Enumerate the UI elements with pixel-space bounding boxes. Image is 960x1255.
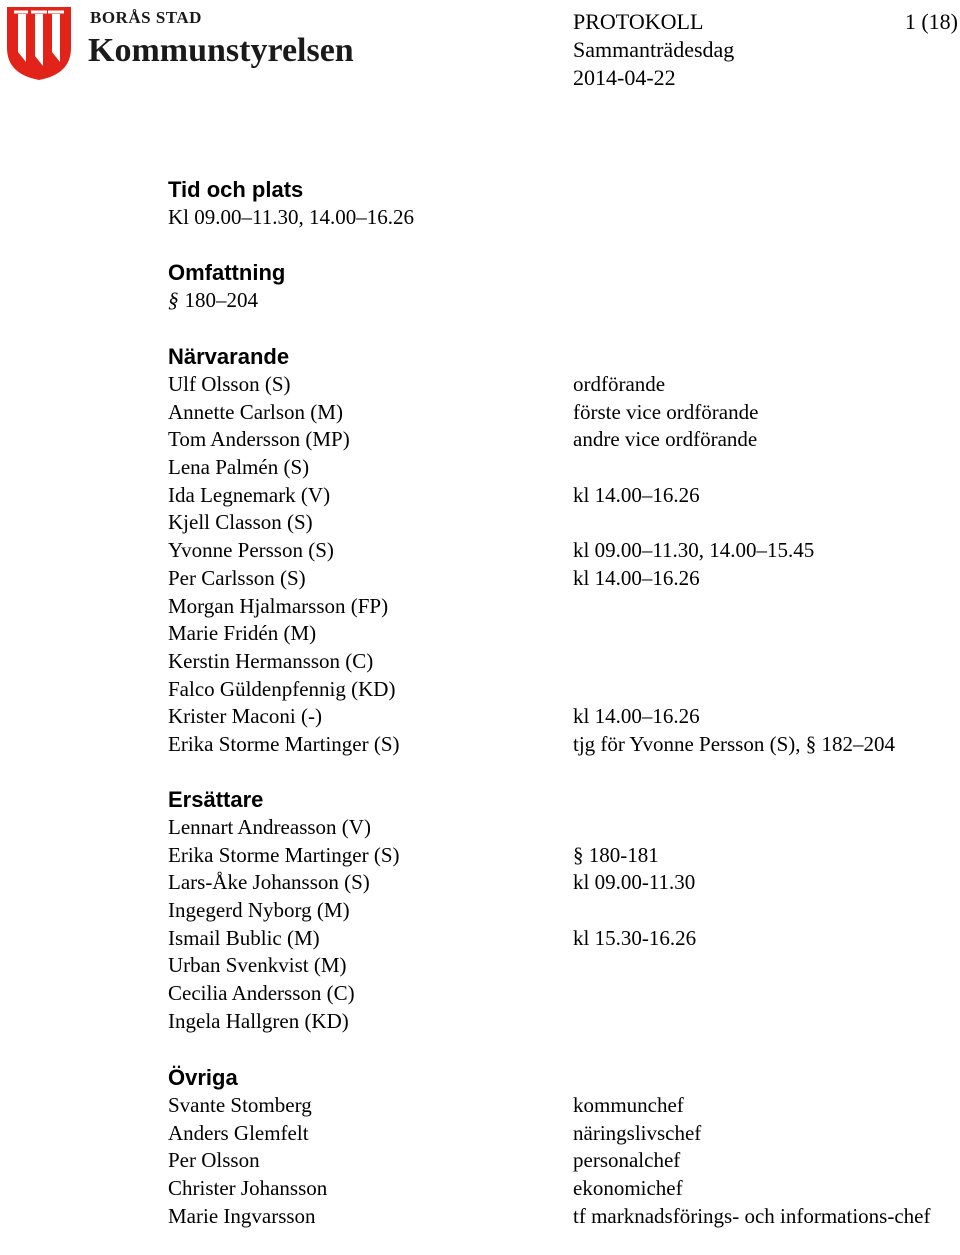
member-row <box>168 1092 948 1120</box>
member-row <box>168 399 948 427</box>
member-name: Per Olsson <box>168 1148 260 1173</box>
member-name: Kerstin Hermansson (C) <box>168 648 374 673</box>
member-row <box>168 980 948 1008</box>
member-name: Ingegerd Nyborg (M) <box>168 898 350 923</box>
member-name: Ulf Olsson (S) <box>168 372 291 396</box>
member-name: Krister Maconi (-) <box>168 704 322 729</box>
section-ersattare <box>168 786 948 1036</box>
member-row <box>168 925 948 953</box>
section-ovriga <box>168 1064 948 1230</box>
logo <box>4 4 384 84</box>
member-name: Svante Stomberg <box>168 1093 312 1117</box>
member-row <box>168 1147 948 1175</box>
member-name: Morgan Hjalmarsson (FP) <box>168 593 389 618</box>
member-name: Marie Fridén (M) <box>168 621 317 646</box>
member-name: Falco Güldenpfennig (KD) <box>168 676 396 701</box>
member-name: Per Carlsson (S) <box>168 565 306 590</box>
member-row <box>168 676 948 704</box>
member-name: Tom Andersson (MP) <box>168 427 350 452</box>
member-note: § 180-181 <box>573 842 659 867</box>
member-row <box>168 1203 948 1231</box>
member-row <box>168 537 948 565</box>
member-note: kl 14.00–16.26 <box>573 482 700 507</box>
member-row <box>168 371 948 399</box>
member-name: Christer Johansson <box>168 1176 328 1201</box>
member-name: Cecilia Andersson (C) <box>168 981 355 1006</box>
member-note: kl 15.30-16.26 <box>573 925 697 950</box>
member-name: Yvonne Persson (S) <box>168 538 334 563</box>
coat-of-arms-icon <box>4 4 74 82</box>
member-note: kl 09.00–11.30, 14.00–15.45 <box>573 538 815 563</box>
member-row <box>168 1008 948 1036</box>
paragraph-range: 180–204 <box>184 288 258 312</box>
member-row <box>168 482 948 510</box>
member-row <box>168 1175 948 1203</box>
section-tid-och-plats <box>168 176 948 232</box>
section-narvarande <box>168 343 948 759</box>
section-heading: Övriga <box>168 1065 238 1090</box>
time-text: Kl 09.00–11.30, 14.00–16.26 <box>168 205 414 229</box>
member-name: Anders Glemfelt <box>168 1120 309 1145</box>
member-note: kl 14.00–16.26 <box>573 565 700 590</box>
member-note: tf marknadsförings- och informations-chef <box>573 1203 931 1228</box>
member-row <box>168 897 948 925</box>
member-name: Erika Storme Martinger (S) <box>168 731 400 756</box>
member-row <box>168 842 948 870</box>
member-row <box>168 620 948 648</box>
member-row <box>168 593 948 621</box>
meeting-date: 2014-04-22 <box>573 65 676 90</box>
member-note: personalchef <box>573 1148 681 1173</box>
member-note: tjg för Yvonne Persson (S), § 182–204 <box>573 731 896 756</box>
member-name: Kjell Classon (S) <box>168 510 313 535</box>
member-row <box>168 814 948 842</box>
member-row <box>168 703 948 731</box>
member-name: Lena Palmén (S) <box>168 455 310 480</box>
member-name: Marie Ingvarsson <box>168 1203 316 1228</box>
member-name: Annette Carlson (M) <box>168 399 343 424</box>
member-name: Erika Storme Martinger (S) <box>168 842 400 867</box>
member-row <box>168 509 948 537</box>
member-row <box>168 648 948 676</box>
member-name: Ingela Hallgren (KD) <box>168 1008 349 1033</box>
member-name: Lennart Andreasson (V) <box>168 815 371 839</box>
member-row <box>168 426 948 454</box>
member-name: Urban Svenkvist (M) <box>168 953 347 978</box>
section-heading: Ersättare <box>168 787 264 812</box>
member-note: ordförande <box>573 372 666 396</box>
document-type: PROTOKOLL <box>573 9 704 34</box>
section-heading: Omfattning <box>168 260 286 285</box>
member-name: Ida Legnemark (V) <box>168 482 331 507</box>
member-row <box>168 565 948 593</box>
member-note: andre vice ordförande <box>573 427 758 452</box>
page-number: 1 (18) <box>904 9 958 34</box>
member-note: ekonomichef <box>573 1176 683 1201</box>
document-header <box>573 8 958 92</box>
member-name: Ismail Bublic (M) <box>168 925 320 950</box>
section-omfattning <box>168 259 948 315</box>
member-row <box>168 454 948 482</box>
member-row <box>168 731 948 759</box>
paragraph-symbol: § <box>168 288 179 312</box>
member-note: förste vice ordförande <box>573 399 759 424</box>
org-city-name: BORÅS STAD <box>90 8 202 27</box>
member-note: kl 14.00–16.26 <box>573 704 700 729</box>
member-row <box>168 952 948 980</box>
section-heading: Närvarande <box>168 344 290 369</box>
meeting-type: Sammanträdesdag <box>573 37 735 62</box>
section-heading: Tid och plats <box>168 177 304 202</box>
member-note: näringslivschef <box>573 1120 702 1145</box>
org-name: Kommunstyrelsen <box>88 32 354 69</box>
member-row <box>168 1120 948 1148</box>
member-name: Lars-Åke Johansson (S) <box>168 870 370 895</box>
member-note: kommunchef <box>573 1093 684 1117</box>
member-row <box>168 869 948 897</box>
member-note: kl 09.00-11.30 <box>573 870 696 895</box>
